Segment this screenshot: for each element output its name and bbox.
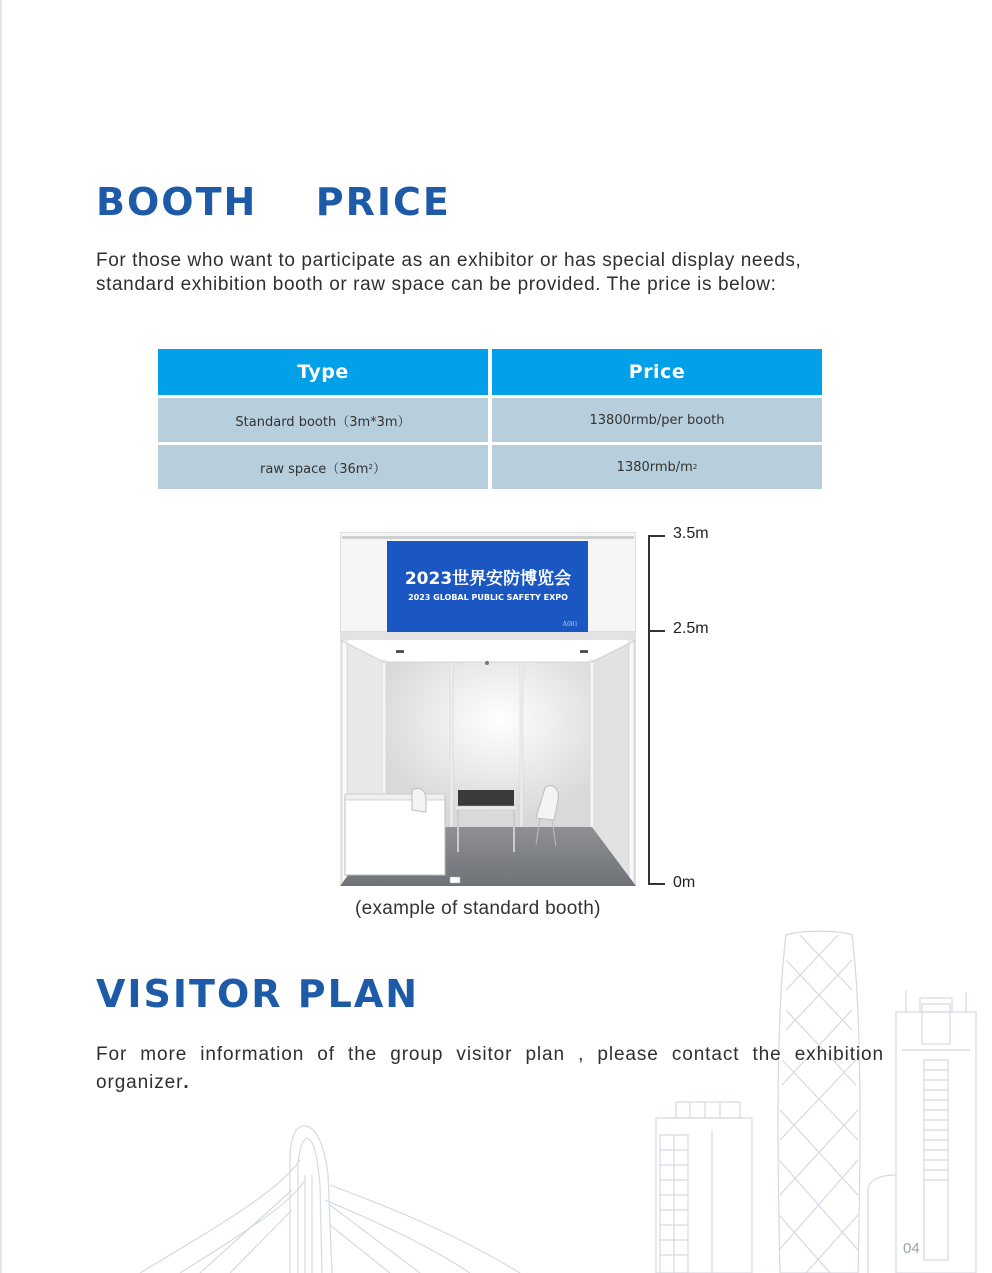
superscript-2: 2 bbox=[368, 463, 373, 471]
page-left-border bbox=[0, 0, 2, 1273]
superscript-2: 2 bbox=[692, 463, 698, 471]
visitor-intro-text bbox=[96, 1041, 884, 1097]
table-header-price: Price bbox=[492, 349, 822, 395]
standard-booth-image bbox=[340, 532, 636, 886]
visitor-intro-line-1: For more information of the group visitor plan , please contact the exhibition bbox=[96, 1044, 884, 1065]
booth-intro-line-2: standard exhibition booth or raw space can be provided. The price is below: bbox=[96, 274, 777, 295]
scale-label-2-5m: 2.5m bbox=[673, 620, 709, 637]
banner-title-cn: 2023世界安防博览会 bbox=[404, 569, 572, 589]
booth-intro-text bbox=[96, 249, 886, 297]
booth-height-scale bbox=[646, 525, 746, 891]
booth-intro-line-1: For those who want to participate as an exhibitor or has special display needs, bbox=[96, 250, 802, 271]
scale-tick bbox=[648, 535, 665, 537]
table-cell-type: Standard booth（3m*3m） bbox=[158, 398, 488, 442]
booth-price-table bbox=[158, 349, 822, 492]
scale-tick bbox=[648, 630, 665, 632]
scale-line bbox=[648, 535, 650, 883]
visitor-intro-line-2: organizer bbox=[96, 1072, 184, 1093]
booth-price-title: BOOTH PRICE bbox=[96, 180, 451, 224]
table-cell-price: 13800rmb/per booth bbox=[492, 398, 822, 442]
booth-image-caption: (example of standard booth) bbox=[355, 898, 601, 919]
page-number: 04 bbox=[903, 1240, 920, 1257]
banner-title-en: 2023 GLOBAL PUBLIC SAFETY EXPO bbox=[408, 593, 568, 602]
type-text: raw space（36m bbox=[260, 461, 369, 477]
visitor-intro-line-2-wrap bbox=[96, 1069, 884, 1097]
scale-label-3-5m: 3.5m bbox=[673, 525, 709, 542]
table-row bbox=[158, 398, 822, 442]
type-text-end: ） bbox=[372, 461, 386, 477]
table-header-type: Type bbox=[158, 349, 488, 395]
table-row bbox=[158, 445, 822, 489]
scale-label-0m: 0m bbox=[673, 874, 696, 891]
table-cell-type bbox=[158, 445, 488, 489]
price-text: 1380rmb/m bbox=[616, 459, 693, 475]
visitor-intro-period: . bbox=[183, 1072, 190, 1093]
table-header-row bbox=[158, 349, 822, 395]
visitor-plan-title: VISITOR PLAN bbox=[96, 972, 420, 1016]
scale-tick bbox=[648, 883, 665, 885]
booth-number: A001 bbox=[562, 620, 578, 628]
table-cell-price bbox=[492, 445, 822, 489]
